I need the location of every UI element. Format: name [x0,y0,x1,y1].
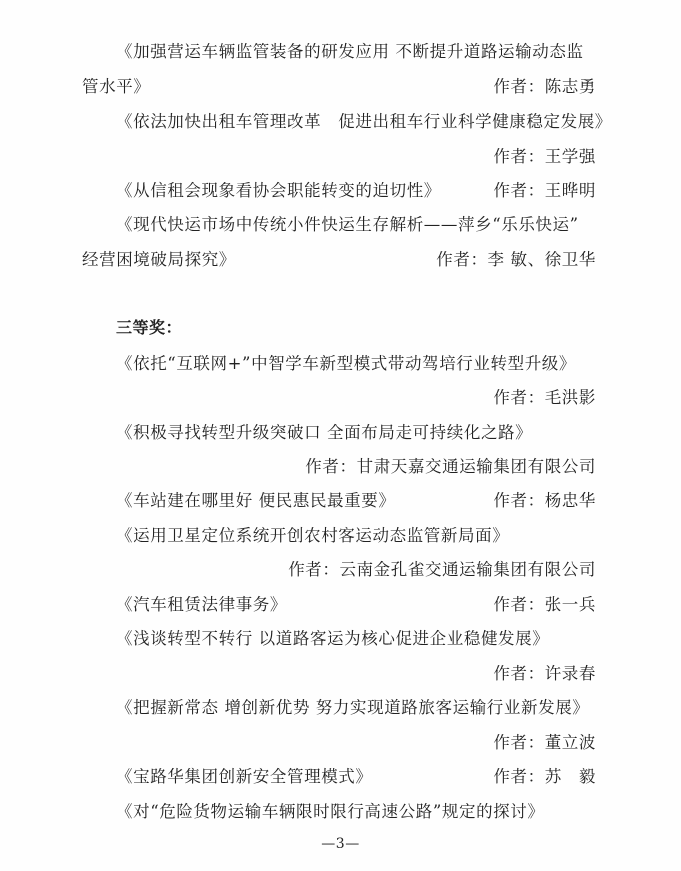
entry-title: 《车站建在哪里好 便民惠民最重要》 [116,491,396,510]
entry-title-line [116,418,596,448]
entry-author: 作者：杨忠华 [493,491,596,510]
entry-author-line [82,142,596,172]
entry-title: 《把握新常态 增创新优势 努力实现道路旅客运输行业新发展》 [116,698,590,717]
entry-title-line [116,624,596,654]
entry-title-line [116,590,596,620]
entry-title-line [82,245,596,275]
entry-author-line [82,555,596,585]
entry-author: 作者：董立波 [493,733,596,752]
page-number: —3— [321,836,360,852]
entry-title-line [116,176,596,206]
entry-title: 《依法加快出租车管理改革 促进出租车行业科学健康稳定发展》 [116,112,612,131]
entry-author: 作者：云南金孔雀交通运输集团有限公司 [288,560,596,579]
entry-title-line [116,107,612,137]
entry-title-line [116,762,596,792]
entry-title: 《依托“互联网+”中智学车新型模式带动驾培行业转型升级》 [116,354,576,373]
entry-author: 作者：王晔明 [493,181,596,200]
entry-title: 《浅谈转型不转行 以道路客运为核心促进企业稳健发展》 [116,629,550,648]
entry-title-line [82,72,596,102]
entry-title: 《对“危险货物运输车辆限时限行高速公路”规定的探讨》 [116,802,545,821]
entry-author: 作者：毛洪影 [493,388,596,407]
entry-title-line [116,210,596,240]
entry-title-line [116,693,596,723]
entry-title: 《现代快运市场中传统小件快运生存解析——萍乡“乐乐快运” [116,215,579,234]
entry-author: 作者：许录春 [493,664,596,683]
entry-author-line [82,659,596,689]
entry-title-line [116,521,596,551]
entry-author: 作者：陈志勇 [493,77,596,96]
entry-title-line [116,797,596,827]
entry-title: 《从信租会现象看协会职能转变的迫切性》 [116,181,441,200]
entry-author: 作者：张一兵 [493,595,596,614]
entry-author: 作者：李 敏、徐卫华 [436,250,596,269]
entry-title-line [116,37,596,67]
entry-title: 《积极寻找转型升级突破口 全面布局走可持续化之路》 [116,423,533,442]
entry-author: 作者：王学强 [493,147,596,166]
entry-title: 《运用卫星定位系统开创农村客运动态监管新局面》 [116,526,510,545]
entry-title: 《宝路华集团创新安全管理模式》 [116,767,373,786]
entry-title: 《汽车租赁法律事务》 [116,595,287,614]
entry-title: 《加强营运车辆监管装备的研发应用 不断提升道路运输动态监 [116,42,584,61]
entry-title-continued: 经营困境破局探究》 [82,250,236,269]
entry-author-line [82,728,596,758]
entry-title-line [116,349,596,379]
entry-title-line [116,486,596,516]
entry-author: 作者：甘肃天嘉交通运输集团有限公司 [305,457,596,476]
entry-author-line [82,452,596,482]
entry-title-continued: 管水平》 [82,77,151,96]
entry-author-line [82,383,596,413]
section-heading-third-prize: 三等奖： [116,318,183,337]
entry-author: 作者：苏 毅 [493,767,596,786]
